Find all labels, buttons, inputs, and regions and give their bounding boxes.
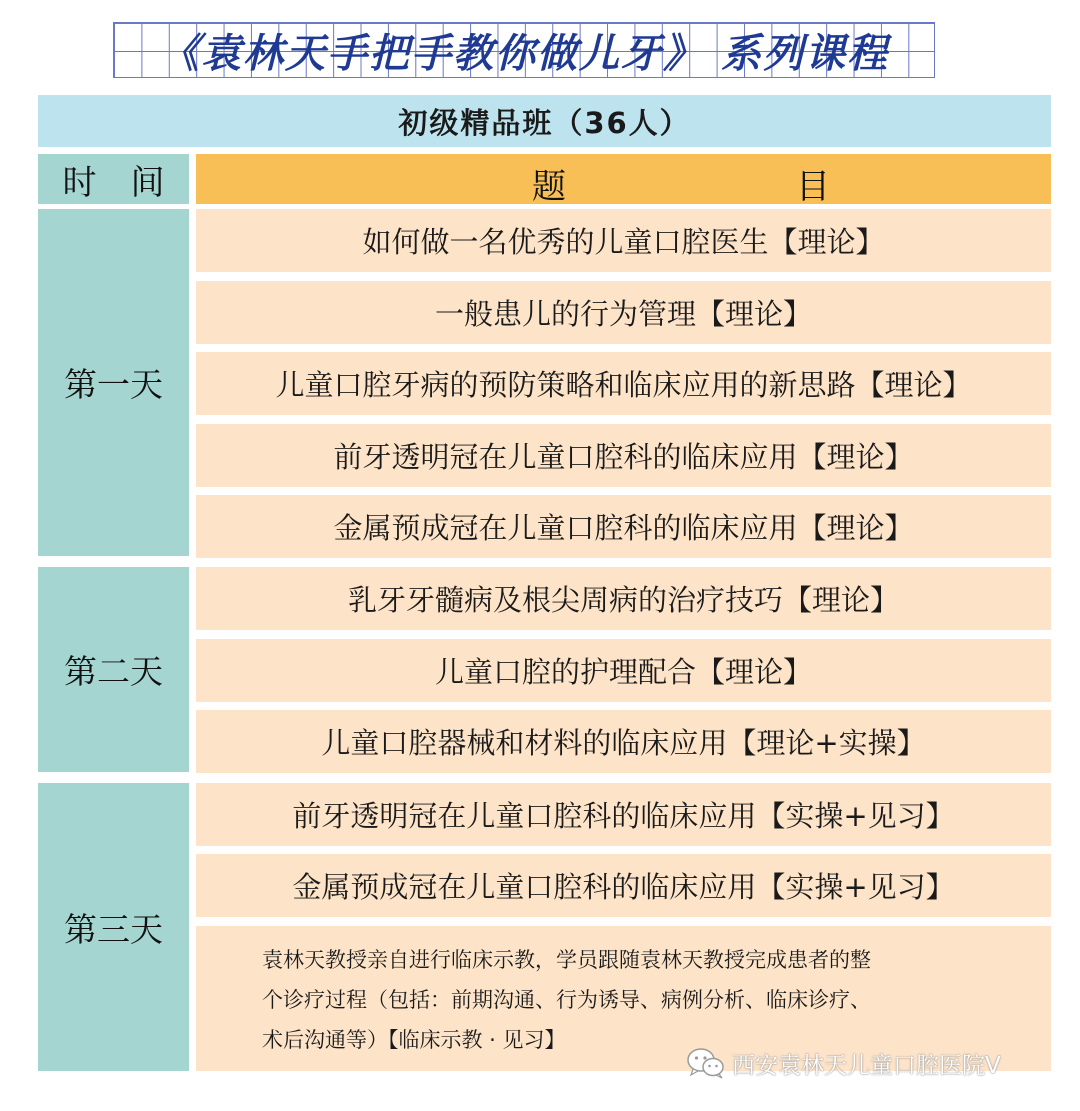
title-box	[113, 22, 935, 78]
clinical-note-text	[262, 940, 1002, 1060]
topic-row: 儿童口腔的护理配合【理论】	[196, 639, 1051, 702]
note-line: 术后沟通等）【临床示教 · 见习】	[262, 1028, 566, 1052]
topic-row: 前牙透明冠在儿童口腔科的临床应用【实操+见习】	[196, 783, 1051, 846]
day-label-3: 第三天	[38, 783, 189, 1071]
page-title: 《袁林天手把手教你做儿牙》 系列课程	[159, 29, 889, 77]
wechat-icon	[686, 1046, 726, 1080]
header-time-char-1: 时	[62, 162, 97, 203]
header-time-char-2: 间	[130, 162, 165, 203]
note-line: 袁林天教授亲自进行临床示教，学员跟随袁林天教授完成患者的整	[262, 948, 871, 972]
header-time	[38, 154, 189, 204]
class-banner: 初级精品班（36人）	[38, 95, 1051, 147]
day-label-2: 第二天	[38, 567, 189, 772]
header-topic	[196, 154, 1051, 207]
header-topic-char-1: 题	[532, 167, 566, 207]
topic-row: 前牙透明冠在儿童口腔科的临床应用【理论】	[196, 424, 1051, 487]
topic-row: 乳牙牙髓病及根尖周病的治疗技巧【理论】	[196, 567, 1051, 630]
topic-row: 金属预成冠在儿童口腔科的临床应用【理论】	[196, 495, 1051, 558]
day-label-1: 第一天	[38, 209, 189, 556]
watermark	[686, 1043, 1001, 1083]
topic-row: 金属预成冠在儿童口腔科的临床应用【实操+见习】	[196, 854, 1051, 917]
topic-row: 儿童口腔牙病的预防策略和临床应用的新思路【理论】	[196, 352, 1051, 415]
topic-row: 一般患儿的行为管理【理论】	[196, 281, 1051, 344]
header-topic-char-2: 目	[796, 167, 830, 207]
note-line: 个诊疗过程（包括：前期沟通、行为诱导、病例分析、临床诊疗、	[262, 988, 871, 1012]
topic-row: 如何做一名优秀的儿童口腔医生【理论】	[196, 209, 1051, 272]
topic-row: 儿童口腔器械和材料的临床应用【理论+实操】	[196, 710, 1051, 773]
watermark-text: 西安袁林天儿童口腔医院V	[732, 1052, 1001, 1079]
